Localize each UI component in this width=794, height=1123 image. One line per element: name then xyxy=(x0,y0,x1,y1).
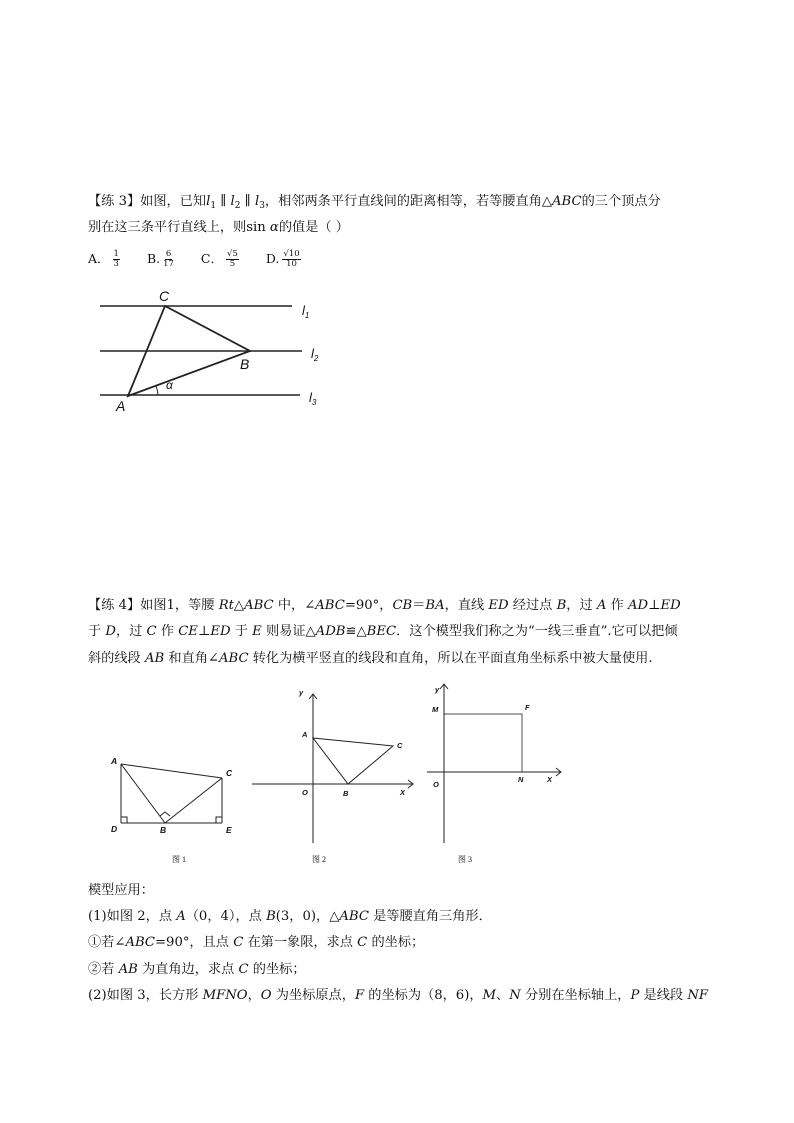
fig1-label-c: C xyxy=(226,768,233,778)
fig1-label-d: D xyxy=(111,824,118,834)
fig1-label-a: A xyxy=(111,756,118,766)
fig3-label-n: N xyxy=(518,775,524,784)
fig2-label-a: A xyxy=(302,730,308,739)
fig1-label-b: B xyxy=(160,825,167,835)
fig1-label-e: E xyxy=(226,825,232,835)
label-l3: $l_3$ xyxy=(309,390,317,407)
fig2-label-c: C xyxy=(397,741,403,750)
q4-line-2: 于 D，过 C 作 CE⊥ED 于 E 则易证△ADB≌△BEC．这个模型我们称之为“一线三垂直”.它可以把倾 xyxy=(88,624,678,639)
fig2-label-b: B xyxy=(343,789,349,798)
fig3-label-m: M xyxy=(432,705,439,714)
option-c[interactable]: C． $\frac{√5}{5}$ xyxy=(200,249,238,269)
label-a: A xyxy=(116,398,126,414)
fig3-label-x: X xyxy=(547,775,553,784)
q3-line-2: 别在这三条平行直线上，则sin α的值是（ ） xyxy=(88,220,349,235)
fig3-caption: 图 3 xyxy=(458,855,472,864)
fig2-label-o: O xyxy=(302,788,308,797)
q4-line-3: 斜的线段 AB 和直角∠ABC 转化为横平竖直的线段和直角，所以在平面直角坐标系中被大量使用. xyxy=(88,651,653,666)
fig1-caption: 图 1 xyxy=(172,855,186,864)
q4-sub-4: (2)如图 3，长方形 MFNO，O 为坐标原点，F 的坐标为（8，6)，M、N 分别在坐标轴上，P 是线段 NF xyxy=(88,988,709,1003)
q4-line-1: 【练 4】如图1，等腰 Rt△ABC 中，∠ABC=90°，CB＝BA，直线 ED 经过点 B，过 A 作 AD⊥ED xyxy=(88,598,681,613)
q4-sub-2: ①若∠ABC=90°，且点 C 在第一象限，求点 C 的坐标； xyxy=(88,935,425,950)
fig3-label-o: O xyxy=(433,780,439,789)
label-alpha: α xyxy=(166,378,173,392)
fig3-label-y: y xyxy=(435,685,440,694)
fig3-rectangle-mfno xyxy=(444,714,522,772)
q4-sub-3: ②若 AB 为直角边，求点 C 的坐标； xyxy=(88,962,306,977)
model-heading: 模型应用： xyxy=(88,883,154,898)
q4-tag: 【练 4】 xyxy=(88,598,141,613)
q4-sub-1: (1)如图 2，点 A（0，4），点 B(3，0)，△ABC 是等腰直角三角形． xyxy=(88,909,492,924)
label-l2: $l_2$ xyxy=(311,346,319,363)
q3-tag: 【练 3】 xyxy=(88,194,141,209)
fig2-caption: 图 2 xyxy=(312,855,326,864)
label-c: C xyxy=(159,288,170,304)
q3-line-1: 【练 3】如图，已知$l_1$ ∥ $l_2$ ∥ $l_3$，相邻两条平行直线间的距离相等，若等腰直角△ABC的三个顶点分 xyxy=(88,194,661,211)
option-a[interactable]: A． $\frac{1}{3}$ xyxy=(88,249,119,269)
fig2-label-y: y xyxy=(299,688,304,697)
option-d[interactable]: D. $\frac{√10}{10}$ xyxy=(265,249,300,269)
fig2-label-x: X xyxy=(400,788,406,797)
fig3-label-f: F xyxy=(525,703,530,712)
label-l1: $l_1$ xyxy=(302,303,310,320)
option-b[interactable]: B. $\frac{6}{17}$ xyxy=(146,249,174,269)
label-b: B xyxy=(240,356,250,372)
